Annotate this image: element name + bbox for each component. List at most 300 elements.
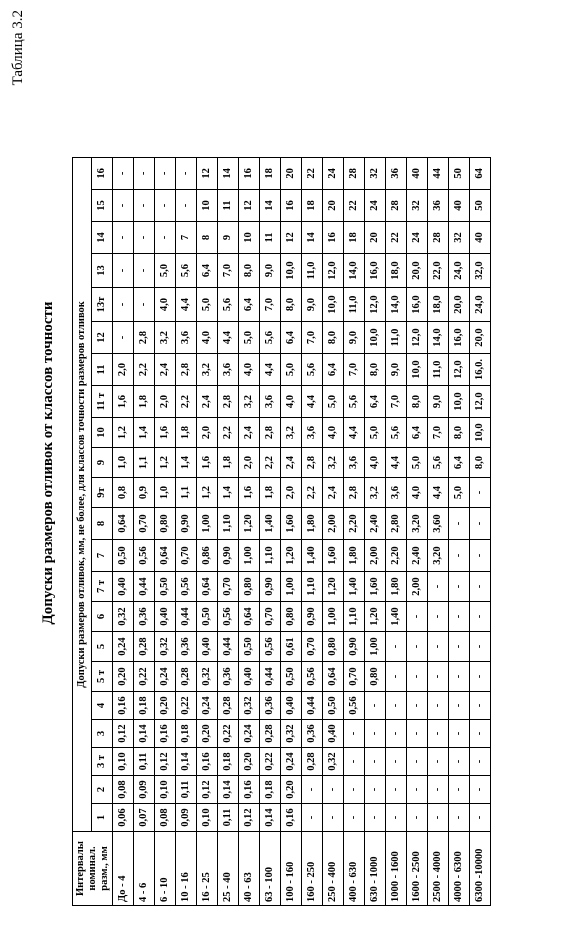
value-cell: 0,07 [134,804,155,832]
value-cell: 0,32 [155,632,176,662]
value-cell: 8,0 [365,354,386,386]
class-header-20: 14 [92,222,113,254]
value-cell: 0,90 [176,508,197,540]
range-cell: 100 - 160 [281,832,302,906]
value-cell: 20 [365,222,386,254]
value-cell: 0,86 [197,540,218,572]
value-cell: 6,4 [239,288,260,322]
table-row [428,157,449,905]
value-cell: 0,64 [113,508,134,540]
value-cell: 6,4 [449,448,470,478]
value-cell: 0,9 [134,478,155,508]
value-cell: 3,6 [386,478,407,508]
value-cell: 16,0 [449,322,470,354]
value-cell: 0,10 [197,804,218,832]
value-cell: - [449,572,470,602]
class-header-12: 9т [92,478,113,508]
class-header-2: 2 [92,776,113,804]
table-row [218,157,239,905]
value-cell: 6,4 [407,418,428,448]
value-cell: 12,0 [470,386,491,418]
value-cell: 2,40 [365,508,386,540]
value-cell: 0,24 [155,662,176,692]
value-cell: 0,06 [113,804,134,832]
value-cell: 1,00 [239,540,260,572]
value-cell: 16,0. [470,354,491,386]
class-header-7: 5 [92,632,113,662]
value-cell: 0,22 [134,662,155,692]
value-cell: 16 [281,190,302,222]
value-cell: - [470,478,491,508]
value-cell: 1,8 [260,478,281,508]
value-cell: 32 [449,222,470,254]
value-cell: 1,10 [260,540,281,572]
class-header-10: 7 [92,540,113,572]
value-cell: - [470,776,491,804]
value-cell: - [407,692,428,720]
value-cell: - [407,776,428,804]
value-cell: 1,20 [323,572,344,602]
value-cell: 10,0 [281,254,302,288]
value-cell: 1,10 [302,572,323,602]
value-cell: 4,0 [323,418,344,448]
value-cell: 0,32 [197,662,218,692]
value-cell: 28 [386,190,407,222]
value-cell: 0,70 [260,602,281,632]
value-cell: 8,0 [281,288,302,322]
value-cell: 20,0 [407,254,428,288]
value-cell: 18 [260,157,281,189]
value-cell: 7,0 [302,322,323,354]
value-cell: 3,20 [428,540,449,572]
value-cell: 11,0 [428,354,449,386]
value-cell: 0,80 [239,572,260,602]
value-cell: 7,0 [218,254,239,288]
table-row [407,157,428,905]
value-cell: - [134,288,155,322]
value-cell: 0,28 [176,662,197,692]
value-cell: 0,32 [323,748,344,776]
value-cell: 12,0 [449,354,470,386]
table-row [134,157,155,905]
value-cell: 6,4 [365,386,386,418]
value-cell: 0,16 [281,804,302,832]
table-title: Допуски размеров отливок от классов точности [40,301,56,625]
value-cell: 5,6 [302,354,323,386]
value-cell: 18 [344,222,365,254]
value-cell: 1,10 [218,508,239,540]
value-cell: 32 [407,190,428,222]
value-cell: 2,8 [302,448,323,478]
value-cell: 4,0 [155,288,176,322]
value-cell: 28 [344,157,365,189]
value-cell: 1,40 [260,508,281,540]
value-cell: - [428,692,449,720]
value-cell: 6,4 [281,322,302,354]
value-cell: 9,0 [386,354,407,386]
value-cell: 2,8 [218,386,239,418]
value-cell: 0,11 [134,748,155,776]
value-cell: 2,8 [344,478,365,508]
value-cell: 2,20 [386,540,407,572]
class-header-4: 3 [92,720,113,748]
value-cell: - [407,804,428,832]
value-cell: 0,40 [155,602,176,632]
range-cell: 6300 -10000 [470,832,491,906]
value-cell: 12,0 [365,288,386,322]
value-cell: 5,0 [281,354,302,386]
value-cell: 11 [260,222,281,254]
value-cell: 0,70 [134,508,155,540]
value-cell: 1,00 [281,572,302,602]
value-cell: 0,28 [134,632,155,662]
value-cell: - [134,222,155,254]
value-cell: - [428,632,449,662]
value-cell: 1,8 [176,418,197,448]
value-cell: 5,6 [260,322,281,354]
value-cell: 3,2 [239,386,260,418]
value-cell: 3,2 [197,354,218,386]
value-cell: 2,0 [197,418,218,448]
value-cell: 0,24 [239,720,260,748]
class-header-5: 4 [92,692,113,720]
value-cell: 0,70 [344,662,365,692]
value-cell: 1,2 [113,418,134,448]
value-cell: 2,00 [323,508,344,540]
value-cell: - [113,322,134,354]
value-cell: 3,20 [407,508,428,540]
value-cell: 1,80 [302,508,323,540]
value-cell: - [113,254,134,288]
value-cell: 0,16 [239,776,260,804]
value-cell: 16 [323,222,344,254]
table-row [470,157,491,905]
value-cell: - [470,632,491,662]
value-cell: 1,1 [134,448,155,478]
value-cell: 1,2 [197,478,218,508]
range-cell: 25 - 40 [218,832,239,906]
value-cell: 2,0 [113,354,134,386]
value-cell: - [386,804,407,832]
value-cell: 14,0 [428,322,449,354]
value-cell: 0,36 [134,602,155,632]
value-cell: 0,64 [197,572,218,602]
tolerance-table [72,157,491,906]
value-cell: - [470,692,491,720]
value-cell: - [407,748,428,776]
value-cell: 4,4 [386,448,407,478]
value-cell: 0,16 [197,748,218,776]
class-header-15: 11 т [92,386,113,418]
value-cell: 14,0 [386,288,407,322]
value-cell: - [386,748,407,776]
value-cell: - [386,776,407,804]
value-cell: 0,08 [155,804,176,832]
value-cell: 12 [197,157,218,189]
value-cell: 1,1 [176,478,197,508]
value-cell: 7,0 [428,418,449,448]
value-cell: 0,11 [218,804,239,832]
value-cell: 0,80 [365,662,386,692]
value-cell: 0,24 [281,748,302,776]
value-cell: - [323,804,344,832]
value-cell: - [113,190,134,222]
class-header-11: 8 [92,508,113,540]
value-cell: - [155,190,176,222]
value-cell: - [407,720,428,748]
value-cell: 20 [281,157,302,189]
value-cell: 2,4 [281,448,302,478]
value-cell: - [449,804,470,832]
value-cell: - [449,632,470,662]
value-cell: - [428,662,449,692]
value-cell: 1,0 [155,478,176,508]
value-cell: 36 [428,190,449,222]
value-cell: 40 [449,190,470,222]
value-cell: - [449,602,470,632]
value-cell: 20 [323,190,344,222]
value-cell: 0,32 [239,692,260,720]
value-cell: 0,14 [176,748,197,776]
value-cell: 1,4 [134,418,155,448]
class-header-14: 10 [92,418,113,448]
value-cell: 24 [365,190,386,222]
value-cell: 5,0 [365,418,386,448]
value-cell: 0,24 [113,632,134,662]
value-cell: 22 [344,190,365,222]
table-row [386,157,407,905]
value-cell: 18 [302,190,323,222]
class-header-22: 16 [92,157,113,189]
value-cell: 0,09 [134,776,155,804]
value-cell: 11,0 [386,322,407,354]
value-cell: - [323,776,344,804]
value-cell: 4,4 [344,418,365,448]
value-cell: - [113,157,134,189]
value-cell: 3,2 [323,448,344,478]
value-cell: 12,0 [407,322,428,354]
table-row [302,157,323,905]
value-cell: 0,18 [218,748,239,776]
value-cell: 1,00 [197,508,218,540]
value-cell: 0,40 [323,720,344,748]
value-cell: 1,4 [218,478,239,508]
value-cell: - [344,748,365,776]
value-cell: - [134,254,155,288]
value-cell: - [134,157,155,189]
value-cell: 1,20 [365,602,386,632]
value-cell: - [449,748,470,776]
value-cell: 40 [470,222,491,254]
value-cell: 5,0 [323,386,344,418]
value-cell: 9,0 [344,322,365,354]
value-cell: 2,00 [407,572,428,602]
value-cell: 0,10 [155,776,176,804]
value-cell: 2,4 [155,354,176,386]
value-cell: 2,2 [134,354,155,386]
value-cell: 0,20 [281,776,302,804]
value-cell: 2,0 [281,478,302,508]
value-cell: 0,18 [260,776,281,804]
value-cell: 0,20 [239,748,260,776]
value-cell: 64 [470,157,491,189]
value-cell: 1,60 [281,508,302,540]
value-cell: 0,22 [260,748,281,776]
value-cell: 0,16 [113,692,134,720]
table-row [281,157,302,905]
value-cell: - [470,720,491,748]
value-cell: 10,0 [323,288,344,322]
value-cell: - [428,572,449,602]
range-cell: 630 - 1000 [365,832,386,906]
value-cell: 8,0 [239,254,260,288]
value-cell: 0,56 [218,602,239,632]
value-cell: 9,0 [302,288,323,322]
range-cell: 10 - 16 [176,832,197,906]
value-cell: - [407,632,428,662]
value-cell: 0,40 [239,662,260,692]
value-cell: - [113,222,134,254]
value-cell: - [449,662,470,692]
table-row [323,157,344,905]
value-cell: 0,22 [218,720,239,748]
value-cell: 22 [302,157,323,189]
value-cell: - [428,720,449,748]
value-cell: 0,64 [155,540,176,572]
value-cell: 2,8 [176,354,197,386]
value-cell: 0,50 [239,632,260,662]
value-cell: - [365,748,386,776]
value-cell: 2,2 [176,386,197,418]
value-cell: 2,2 [218,418,239,448]
range-cell: 1000 - 1600 [386,832,407,906]
value-cell: 0,12 [239,804,260,832]
value-cell: - [386,692,407,720]
value-cell: 5,6 [428,448,449,478]
value-cell: 40 [407,157,428,189]
value-cell: - [365,692,386,720]
value-cell: 0,50 [113,540,134,572]
value-cell: 1,10 [344,602,365,632]
value-cell: 12 [239,190,260,222]
value-cell: 4,4 [428,478,449,508]
value-cell: 1,8 [134,386,155,418]
value-cell: - [470,804,491,832]
class-header-1: 1 [92,804,113,832]
value-cell: 5,0 [197,288,218,322]
value-cell: 0,44 [260,662,281,692]
value-cell: 1,2 [155,448,176,478]
value-cell: 0,10 [113,748,134,776]
value-cell: 10 [239,222,260,254]
class-header-21: 15 [92,190,113,222]
value-cell: 3,2 [281,418,302,448]
value-cell: 0,28 [302,748,323,776]
range-cell: 160 - 250 [302,832,323,906]
value-cell: 0,22 [176,692,197,720]
value-cell: - [176,157,197,189]
value-cell: 0,56 [344,692,365,720]
range-cell: 1600 - 2500 [407,832,428,906]
value-cell: 2,4 [197,386,218,418]
class-header-17: 12 [92,322,113,354]
value-cell: 0,70 [218,572,239,602]
value-cell: 0,56 [302,662,323,692]
value-cell: 8,0 [470,448,491,478]
value-cell: 1,00 [365,632,386,662]
value-cell: 14 [260,190,281,222]
value-cell: 22,0 [428,254,449,288]
value-cell: 24 [407,222,428,254]
table-row [260,157,281,905]
value-cell: 0,36 [302,720,323,748]
value-cell: 0,18 [134,692,155,720]
value-cell: 10 [197,190,218,222]
value-cell: 0,36 [218,662,239,692]
value-cell: 0,44 [302,692,323,720]
value-cell: 0,61 [281,632,302,662]
value-cell: 14,0 [344,254,365,288]
value-cell: 0,09 [176,804,197,832]
value-cell: - [176,190,197,222]
value-cell: - [365,804,386,832]
value-cell: 3,2 [365,478,386,508]
value-cell: 6,4 [323,354,344,386]
value-cell: 0,56 [176,572,197,602]
value-cell: 0,64 [239,602,260,632]
value-cell: 3,60 [428,508,449,540]
value-cell: 22 [386,222,407,254]
value-cell: 3,6 [344,448,365,478]
value-cell: 10,0 [365,322,386,354]
value-cell: 0,28 [218,692,239,720]
class-header-13: 9 [92,448,113,478]
value-cell: 1,20 [239,508,260,540]
value-cell: 1,6 [155,418,176,448]
value-cell: 0,40 [281,692,302,720]
value-cell: - [155,157,176,189]
value-cell: 10,0 [470,418,491,448]
value-cell: 0,8 [113,478,134,508]
intervals-header: Интервалы номинал. разм., мм [73,832,113,906]
value-cell: 2,4 [239,418,260,448]
value-cell: 3,2 [155,322,176,354]
value-cell: 4,4 [218,322,239,354]
value-cell: - [407,662,428,692]
table-row [344,157,365,905]
value-cell: 2,0 [239,448,260,478]
value-cell: 5,6 [176,254,197,288]
value-cell: 0,40 [113,572,134,602]
value-cell: - [470,748,491,776]
value-cell: - [449,776,470,804]
value-cell: 0,20 [197,720,218,748]
value-cell: 1,4 [176,448,197,478]
value-cell: - [302,776,323,804]
value-cell: - [449,692,470,720]
class-header-8: 6 [92,602,113,632]
value-cell: 1,00 [323,602,344,632]
value-cell: 0,08 [113,776,134,804]
value-cell: 9 [218,222,239,254]
value-cell: 0,56 [134,540,155,572]
range-cell: 4000 - 6300 [449,832,470,906]
value-cell: 0,28 [260,720,281,748]
value-cell: 4,0 [407,478,428,508]
value-cell: - [344,776,365,804]
value-cell: 12 [281,222,302,254]
value-cell: - [470,540,491,572]
